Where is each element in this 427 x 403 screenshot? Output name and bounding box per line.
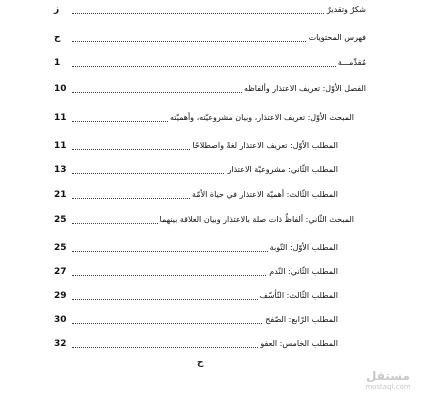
entry-title: المطلب الثّاني: مشروعيّة الاعتذار — [227, 165, 338, 174]
entry-title: المطلب الأوّل: التّوبة — [269, 243, 338, 252]
entry-title: المبحث الثّاني: ألفاظٌ ذات صلة بالاعتذار وبيان العلاقة بينهما — [159, 215, 354, 224]
toc-entry-subsection — [48, 314, 366, 330]
toc-entry-acknowledgement — [48, 4, 366, 20]
entry-title: المبحث الأوّل: تعريف الاعتذار، وبيان مشروعيّته، وأهميّته — [169, 113, 354, 122]
leader-dots — [72, 66, 360, 67]
toc-entry-section-2 — [48, 214, 366, 230]
page-number: 11 — [54, 113, 67, 123]
entry-title: المطلب الخامس: العفو — [260, 339, 338, 348]
page-number: 21 — [54, 190, 67, 200]
entry-title: شكرٌ وتقديرٌ — [326, 5, 366, 14]
toc-entry-subsection — [48, 290, 366, 306]
toc-entry-subsection — [48, 164, 366, 180]
page-number: ح — [54, 33, 61, 43]
toc-entry-subsection — [48, 266, 366, 282]
page-number: ز — [54, 5, 60, 15]
page-number: 27 — [54, 267, 67, 277]
watermark-logo — [358, 370, 418, 391]
page-number: 32 — [54, 339, 67, 349]
watermark-arabic: مستقل — [366, 369, 410, 383]
entry-title: المطلب الثّالث: التّأسّف — [259, 291, 338, 300]
toc-entry-contents — [48, 32, 366, 48]
page-number: 1 — [54, 58, 61, 68]
toc-entry-subsection — [48, 242, 366, 258]
entry-title: مُقدِّمـــة — [337, 58, 366, 67]
entry-title: المطلب الأوّل: تعريف الاعتذار لغةً واصطلاحًا — [192, 141, 338, 150]
entry-title: الفصل الأوّل: تعريف الاعتذار وألفاظه — [244, 84, 366, 93]
toc-entry-subsection — [48, 140, 366, 156]
watermark-latin: mostaql.com — [365, 383, 411, 391]
entry-title: فهرس المحتويات — [308, 33, 366, 42]
page-number: 30 — [54, 315, 67, 325]
toc-entry-section-1 — [48, 112, 366, 128]
page-number: 13 — [54, 165, 67, 175]
page-number: 25 — [54, 215, 67, 225]
toc-entry-subsection — [48, 189, 366, 205]
leader-dots — [72, 13, 360, 14]
toc-entry-chapter-1 — [48, 83, 366, 99]
page-number: 11 — [54, 141, 67, 151]
toc-entry-introduction — [48, 57, 366, 73]
entry-title: المطلب الثّاني: النّدم — [269, 267, 338, 276]
entry-title: المطلب الثّالث: أهميّة الاعتذار في حياة الأمّة — [192, 190, 338, 199]
footer-page-number: ح — [197, 358, 204, 368]
entry-title: المطلب الرّابع: الصّفح — [265, 315, 338, 324]
page-number: 29 — [54, 291, 67, 301]
page-number: 25 — [54, 243, 67, 253]
page-number: 10 — [54, 84, 67, 94]
toc-entry-subsection — [48, 338, 366, 354]
